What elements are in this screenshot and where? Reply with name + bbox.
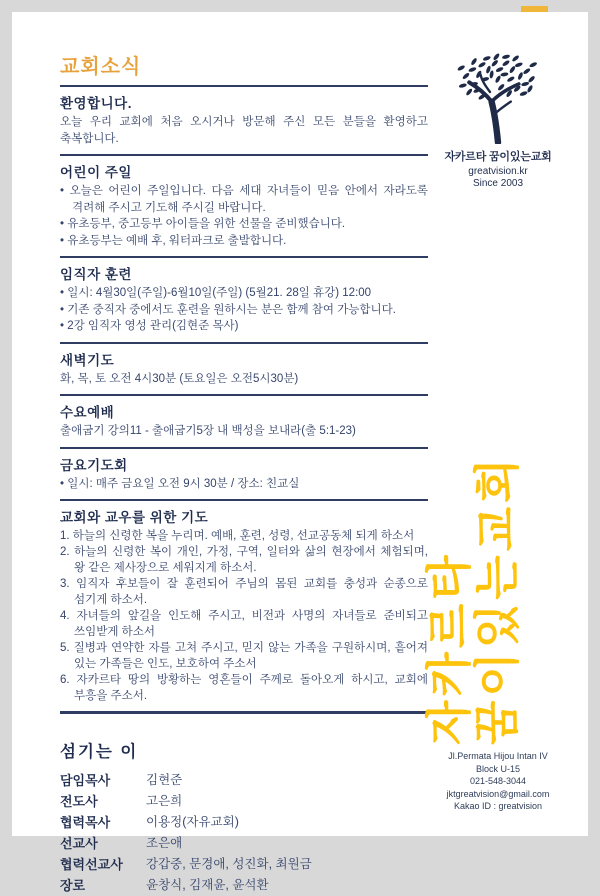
bullet-item: • 일시: 매주 금요일 오전 9시 30분 / 장소: 친교실 (60, 476, 428, 493)
staff-role: 담임목사 (60, 773, 111, 788)
banner-line-2: 꿈이있는교회 (471, 454, 523, 745)
staff-row (60, 812, 428, 833)
staff-role: 전도사 (60, 794, 98, 809)
church-name: 자카르타 꿈이있는교회 (444, 151, 552, 163)
children-bullet-list (60, 183, 428, 249)
section-prayer-heading: 교회와 교우를 위한 기도 (60, 510, 209, 525)
church-website: greatvision.kr (468, 166, 528, 177)
section-training-heading: 임직자 훈련 (60, 267, 132, 282)
section-children-sunday (60, 156, 428, 258)
staff-role: 협력선교사 (60, 857, 123, 872)
bullet-item: • 유초등부는 예배 후, 워터파크로 출발합니다. (60, 233, 428, 250)
section-dawn-heading: 새벽기도 (60, 352, 115, 368)
section-serving-staff (60, 738, 428, 896)
contact-address-line1: Jl.Permata Hijou Intan IV (448, 751, 548, 761)
page-title: 교회소식 (60, 50, 428, 87)
banner-line-1: 자카르타 (423, 551, 475, 745)
section-friday-prayer (60, 449, 428, 502)
prayer-item: 2. 하늘의 신령한 복이 개인, 가정, 구역, 일터와 삶의 현장에서 체험되며, 왕 같은 제사장으로 세워지게 하소서. (60, 546, 428, 574)
contact-block (408, 750, 588, 813)
news-column (60, 50, 428, 896)
training-bullet-list (60, 285, 428, 335)
prayer-item: 1. 하늘의 신령한 복을 누리며. 예배, 훈련, 성령, 선교공동체 되게 하소서 (60, 530, 415, 542)
staff-role: 장로 (60, 878, 86, 893)
staff-names: 윤창식, 김재윤, 윤석환 (146, 878, 269, 892)
church-logo-block (408, 52, 588, 189)
contact-address-line2: Block U-15 (475, 763, 520, 774)
section-friday-heading: 금요기도회 (60, 457, 128, 473)
staff-row (60, 854, 428, 875)
staff-row (60, 875, 428, 896)
section-wednesday-body: 출애굽기 강의11 - 출애굽기5장 내 백성을 보내라(출 5:1-23) (60, 425, 356, 437)
staff-names: 이용정(자유교회) (146, 815, 239, 829)
friday-bullet-list (60, 476, 428, 493)
bullet-item: • 오늘은 어린이 주일입니다. 다음 세대 자녀들이 믿음 안에서 자라도록 격려해 주시고 기도해 주시길 바랍니다. (60, 183, 428, 216)
bullet-item: • 2강 임직자 영성 관리(김현준 목사) (60, 318, 428, 335)
vertical-church-name-banner (425, 435, 521, 745)
staff-row (60, 833, 428, 854)
section-dawn-prayer (60, 344, 428, 397)
section-welcome-body: 오늘 우리 교회에 처음 오시거나 방문해 주신 모든 분들을 환영하고 축복합니다. (60, 116, 428, 145)
bullet-item: • 기존 중직자 중에서도 훈련을 원하시는 분은 함께 참여 가능합니다. (60, 302, 428, 319)
staff-role: 협력목사 (60, 815, 111, 830)
section-prayer-topics (60, 501, 428, 714)
bullet-item: • 일시: 4월30일(주일)-6월10일(주일) (5월21. 28일 휴강) 12:00 (60, 285, 428, 302)
prayer-item: 4. 자녀들의 앞길을 인도해 주시고, 비전과 사명의 자녀들로 준비되고 쓰임받게 하소서 (60, 610, 428, 638)
staff-row (60, 770, 428, 791)
tree-logo-icon (450, 52, 546, 144)
staff-role: 선교사 (60, 836, 98, 851)
staff-names: 강갑중, 문경애, 성진화, 최원금 (146, 857, 312, 871)
staff-row (60, 791, 428, 812)
contact-email: jktgreatvision@gmail.com (446, 788, 550, 799)
bullet-item: • 유초등부, 중고등부 아이들을 위한 선물을 준비했습니다. (60, 216, 428, 233)
section-wednesday-heading: 수요예배 (60, 405, 115, 420)
staff-names: 김현준 (146, 773, 183, 787)
prayer-item: 3. 임직자 후보들이 잘 훈련되어 주님의 몸된 교회를 충성과 순종으로 섬기게 하소서. (60, 578, 428, 606)
serving-heading: 섬기는 이 (60, 743, 139, 761)
section-officer-training (60, 258, 428, 344)
bulletin-page (12, 12, 588, 893)
prayer-item: 6. 자카르타 땅의 방황하는 영혼들이 주께로 돌아오게 하시고, 교회에 부흥을 주소서. (60, 674, 428, 702)
section-wednesday-worship (60, 396, 428, 449)
section-children-heading: 어린이 주일 (60, 165, 132, 180)
staff-names: 조은애 (146, 836, 183, 850)
staff-names: 고은희 (146, 794, 183, 808)
prayer-item: 5. 질병과 연약한 자를 고쳐 주시고, 믿지 않는 가족을 구원하시며, 흩어져 있는 가족들은 인도, 보호하여 주소서 (60, 642, 428, 670)
contact-phone: 021-548-3044 (469, 776, 527, 786)
section-welcome-heading: 환영합니다. (60, 96, 132, 111)
church-since: Since 2003 (472, 178, 524, 189)
section-welcome (60, 87, 428, 156)
section-dawn-body: 화, 목, 토 오전 4시30분 (토요일은 오전5시30분) (60, 372, 299, 385)
prayer-topic-list (60, 528, 428, 704)
contact-kakao-id: Kakao ID : greatvision (453, 801, 543, 811)
